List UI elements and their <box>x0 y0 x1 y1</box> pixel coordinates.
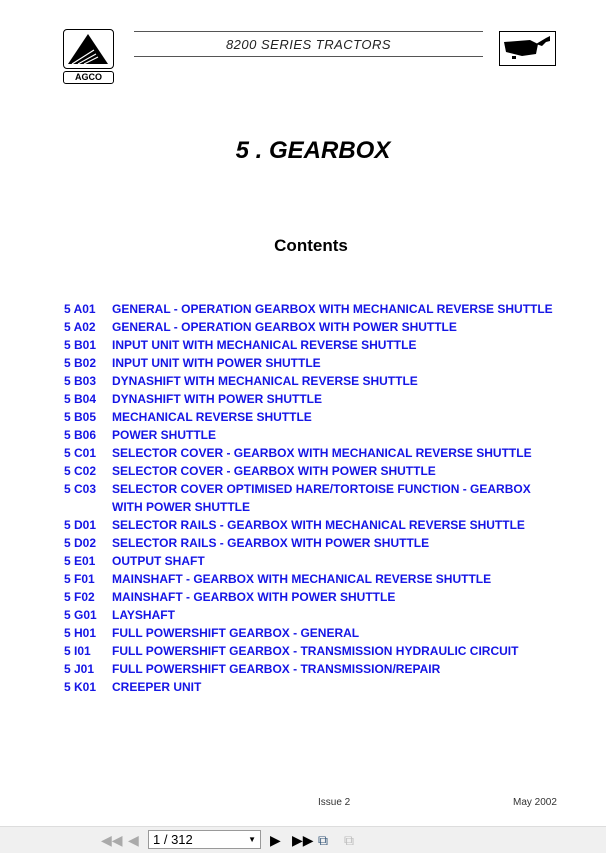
toc-entry[interactable] <box>64 318 564 336</box>
toc-title: SELECTOR COVER - GEARBOX WITH POWER SHUTTLE <box>112 464 436 478</box>
toc-entry[interactable] <box>64 408 564 426</box>
toc-entry[interactable] <box>64 606 564 624</box>
chapter-title: 5 . GEARBOX <box>235 137 391 164</box>
toc-entry[interactable] <box>64 642 564 660</box>
issue-label: Issue 2 <box>318 797 351 808</box>
next-view-icon[interactable]: ⧉ <box>344 832 354 848</box>
toc-code: 5 D02 <box>64 536 97 550</box>
previous-page-icon[interactable]: ◀ <box>128 832 139 848</box>
toc-code: 5 J01 <box>64 662 95 676</box>
toc-code: 5 F01 <box>64 572 95 586</box>
toc-title: CREEPER UNIT <box>112 680 202 694</box>
toc-code: 5 B02 <box>64 356 97 370</box>
first-page-icon[interactable]: ◀◀ <box>101 832 123 848</box>
date-label: May 2002 <box>513 797 557 808</box>
toc-entry[interactable] <box>64 336 564 354</box>
toc-title: MAINSHAFT - GEARBOX WITH MECHANICAL REVERSE SHUTTLE <box>112 572 492 586</box>
toc-entry[interactable] <box>64 372 564 390</box>
wrench-hand-icon <box>499 31 556 66</box>
toc-entry[interactable] <box>64 624 564 642</box>
toc-code: 5 H01 <box>64 626 97 640</box>
toc-title: MAINSHAFT - GEARBOX WITH POWER SHUTTLE <box>112 590 396 604</box>
toc-code: 5 D01 <box>64 518 97 532</box>
toc-code: 5 A01 <box>64 302 96 316</box>
toc-code: 5 G01 <box>64 608 97 622</box>
table-of-contents <box>64 300 564 696</box>
toc-title: INPUT UNIT WITH MECHANICAL REVERSE SHUTTLE <box>112 338 417 352</box>
toc-title: SELECTOR RAILS - GEARBOX WITH POWER SHUTTLE <box>112 536 430 550</box>
toc-title: DYNASHIFT WITH POWER SHUTTLE <box>112 392 322 406</box>
toc-code: 5 C02 <box>64 464 97 478</box>
toc-title: SELECTOR RAILS - GEARBOX WITH MECHANICAL REVERSE SHUTTLE <box>112 518 525 532</box>
toc-title: SELECTOR COVER OPTIMISED HARE/TORTOISE FUNCTION - GEARBOX WITH POWER SHUTTLE <box>112 482 531 514</box>
previous-view-icon[interactable]: ⧉ <box>318 832 328 848</box>
toc-entry[interactable] <box>64 570 564 588</box>
header-rule <box>134 56 483 57</box>
toc-code: 5 I01 <box>64 644 91 658</box>
toc-code: 5 B04 <box>64 392 97 406</box>
series-title: 8200 SERIES TRACTORS <box>225 37 392 52</box>
toc-code: 5 B05 <box>64 410 97 424</box>
toc-entry[interactable] <box>64 552 564 570</box>
toc-title: INPUT UNIT WITH POWER SHUTTLE <box>112 356 321 370</box>
toc-entry[interactable] <box>64 678 564 696</box>
toc-title: LAYSHAFT <box>112 608 175 622</box>
toc-title: SELECTOR COVER - GEARBOX WITH MECHANICAL REVERSE SHUTTLE <box>112 446 532 460</box>
page-selector[interactable] <box>148 830 261 849</box>
header-rule <box>134 31 483 32</box>
toc-entry[interactable] <box>64 354 564 372</box>
toc-entry[interactable] <box>64 588 564 606</box>
toc-title: DYNASHIFT WITH MECHANICAL REVERSE SHUTTLE <box>112 374 418 388</box>
toc-code: 5 E01 <box>64 554 96 568</box>
toc-title: GENERAL - OPERATION GEARBOX WITH POWER SHUTTLE <box>112 320 457 334</box>
toc-code: 5 B03 <box>64 374 97 388</box>
page-number: 1 / 312 <box>153 832 193 847</box>
toc-title: OUTPUT SHAFT <box>112 554 205 568</box>
next-page-icon[interactable]: ▶ <box>270 832 281 848</box>
pdf-toolbar <box>0 826 606 853</box>
toc-code: 5 K01 <box>64 680 97 694</box>
toc-entry[interactable] <box>64 480 564 516</box>
agco-logo <box>63 29 114 69</box>
agco-logo-text: AGCO <box>63 71 114 84</box>
toc-entry[interactable] <box>64 462 564 480</box>
toc-entry[interactable] <box>64 534 564 552</box>
toc-entry[interactable] <box>64 390 564 408</box>
toc-code: 5 A02 <box>64 320 96 334</box>
contents-heading: Contents <box>274 236 348 255</box>
chevron-down-icon: ▼ <box>248 835 256 844</box>
toc-title: GENERAL - OPERATION GEARBOX WITH MECHANICAL REVERSE SHUTTLE <box>112 302 553 316</box>
toc-title: FULL POWERSHIFT GEARBOX - TRANSMISSION HYDRAULIC CIRCUIT <box>112 644 519 658</box>
toc-code: 5 B06 <box>64 428 97 442</box>
toc-title: POWER SHUTTLE <box>112 428 216 442</box>
toc-entry[interactable] <box>64 300 564 318</box>
toc-code: 5 B01 <box>64 338 97 352</box>
toc-code: 5 F02 <box>64 590 95 604</box>
toc-title: FULL POWERSHIFT GEARBOX - TRANSMISSION/REPAIR <box>112 662 441 676</box>
toc-entry[interactable] <box>64 516 564 534</box>
toc-code: 5 C03 <box>64 482 97 496</box>
toc-entry[interactable] <box>64 444 564 462</box>
toc-title: MECHANICAL REVERSE SHUTTLE <box>112 410 312 424</box>
last-page-icon[interactable]: ▶▶ <box>292 832 314 848</box>
toc-entry[interactable] <box>64 660 564 678</box>
toc-entry[interactable] <box>64 426 564 444</box>
toc-title: FULL POWERSHIFT GEARBOX - GENERAL <box>112 626 360 640</box>
toc-code: 5 C01 <box>64 446 97 460</box>
